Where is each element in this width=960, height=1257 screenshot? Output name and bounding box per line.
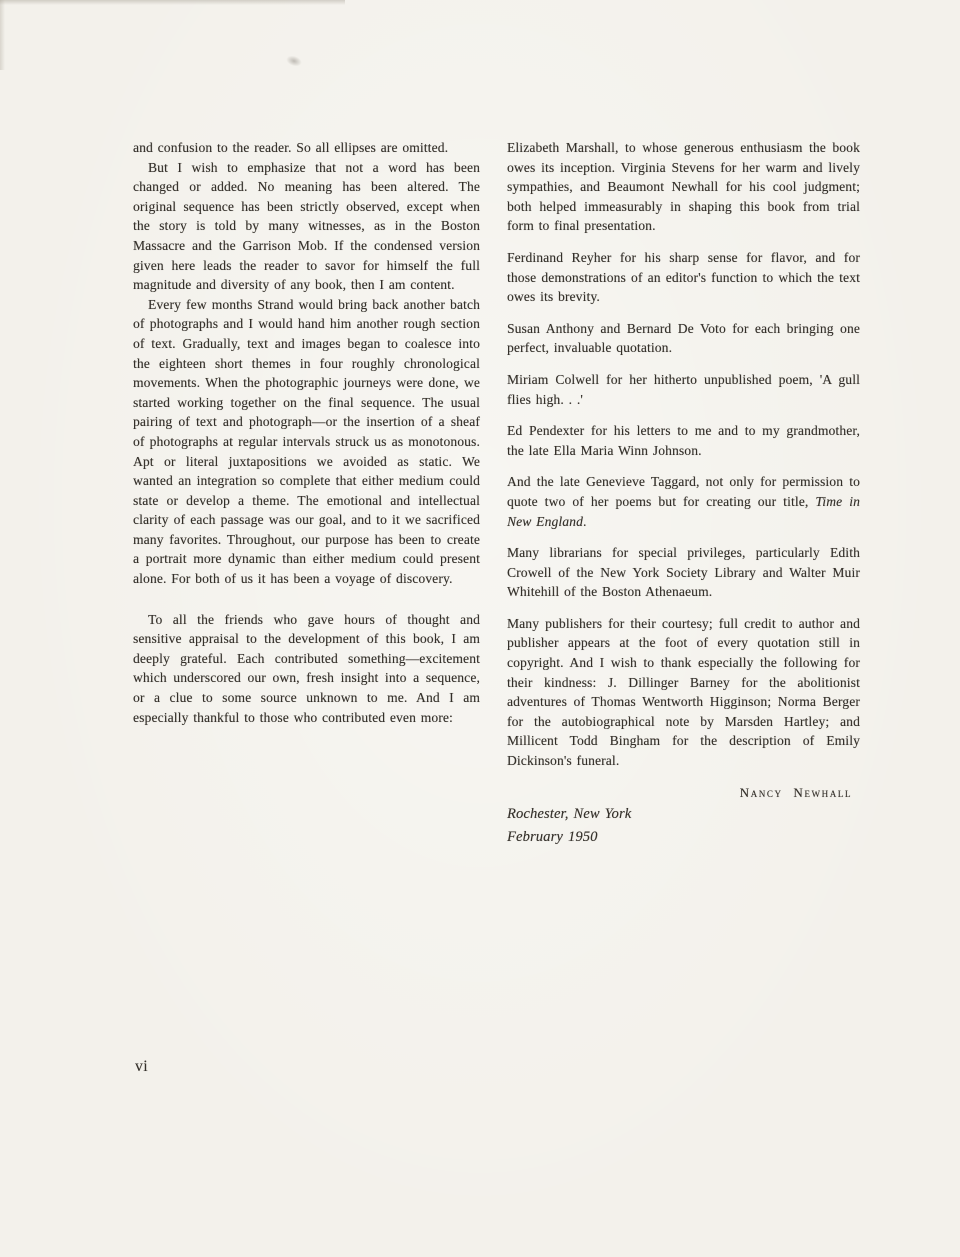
ack-paragraph-anthony-devoto: Susan Anthony and Bernard De Voto for each bringing one perfect, invaluable quotation. [507, 320, 860, 356]
taggard-text-before: And the late Genevieve Taggard, not only for permission to quote two of her poems but for creating our title, [507, 474, 860, 509]
author-signature: Nancy Newhall [739, 784, 852, 800]
paragraph-no-word-changed: But I wish to emphasize that not a word has been changed or added. No meaning has been altered. The original sequence has been strictly observed, except when the story is told by many witnesses, as in the Boston Massacre and the Garrison Mob. If the condensed version given here leads the reader to savor for himself the full magnitude and diversity of any book, then I am content. [133, 159, 480, 293]
taggard-text-after: . [582, 513, 587, 529]
scan-artifact [285, 54, 303, 68]
ack-paragraph-reyher: Ferdinand Reyher for his sharp sense for flavor, and for those demonstrations of an editor's function to which the text owes its brevity. [507, 249, 860, 305]
ack-paragraph-publishers: Many publishers for their courtesy; full credit to author and publisher appears at the foot of every quotation still in copyright. And I wish to thank especially the following for their kindness: J. Dillinger Barney for the abolitionist adventures of Thomas Wentworth Higginson; Norma Berger for the autobiographical note by Marsden Hartley; and Millicent Todd Bingham for the description of Emily Dickinson's funeral. [507, 615, 860, 769]
date-line: February 1950 [507, 829, 598, 846]
ack-paragraph-colwell: Miriam Colwell for her hitherto unpublished poem, 'A gull flies high. . .' [507, 371, 860, 407]
place-line: Rochester, New York [507, 806, 632, 823]
ack-paragraph-librarians: Many librarians for special privileges, particularly Edith Crowell of the New York Society Library and Walter Muir Whitehill of the Boston Athenaeum. [507, 545, 860, 600]
right-column [507, 138, 860, 848]
scan-edge-shadow-left [0, 0, 5, 70]
scan-edge-shadow-top [0, 0, 345, 5]
page-number: vi [135, 1058, 149, 1075]
paragraph-continuation: and confusion to the reader. So all ellipses are omitted. [133, 140, 449, 155]
paragraph-thanks-intro: To all the friends who gave hours of thought and sensitive appraisal to the development of this book, I am deeply grateful. Each contributed something—excitement which underscored our own, fresh insight into a sequence, or a clue to some source unknown to me. And I am especially thankful to those who contributed even more: [133, 611, 480, 725]
ack-paragraph-taggard [507, 472, 860, 531]
ack-paragraph-marshall-stevens-newhall: Elizabeth Marshall, to whose generous enthusiasm the book owes its inception. Virginia Stevens for her warm and lively sympathies, and Beaumont Newhall for his cool judgment; both helped immeasurably in shaping this book from trial form to final presentation. [507, 140, 860, 234]
paragraph-strand-collaboration: Every few months Strand would bring back another batch of photographs and I would hand him another rough section of text. Gradually, text and images began to coalesce into the eighteen short themes in four roughly chronological movements. When the photographic journeys were done, we started working together on the final sequence. The usual pairing of text and photograph—or the insertion of a sheaf of photographs at regular intervals struck us as monotonous. Apt or literal juxtapositions we avoided as static. We wanted an integration so complete that either medium could state or develop a theme. The emotional and intellectual clarity of each passage was our goal, and to it we sacrificed many favorites. Throughout, our purpose has been to create a portrait more dynamic than either medium could present alone. For both of us it has been a voyage of discovery. [133, 296, 480, 587]
text-columns [133, 138, 860, 848]
left-column [133, 138, 480, 848]
book-title-italic: Time in New England [507, 493, 860, 529]
ack-paragraph-pendexter: Ed Pendexter for his letters to me and to my grandmother, the late Ella Maria Winn Johnson. [507, 423, 860, 458]
